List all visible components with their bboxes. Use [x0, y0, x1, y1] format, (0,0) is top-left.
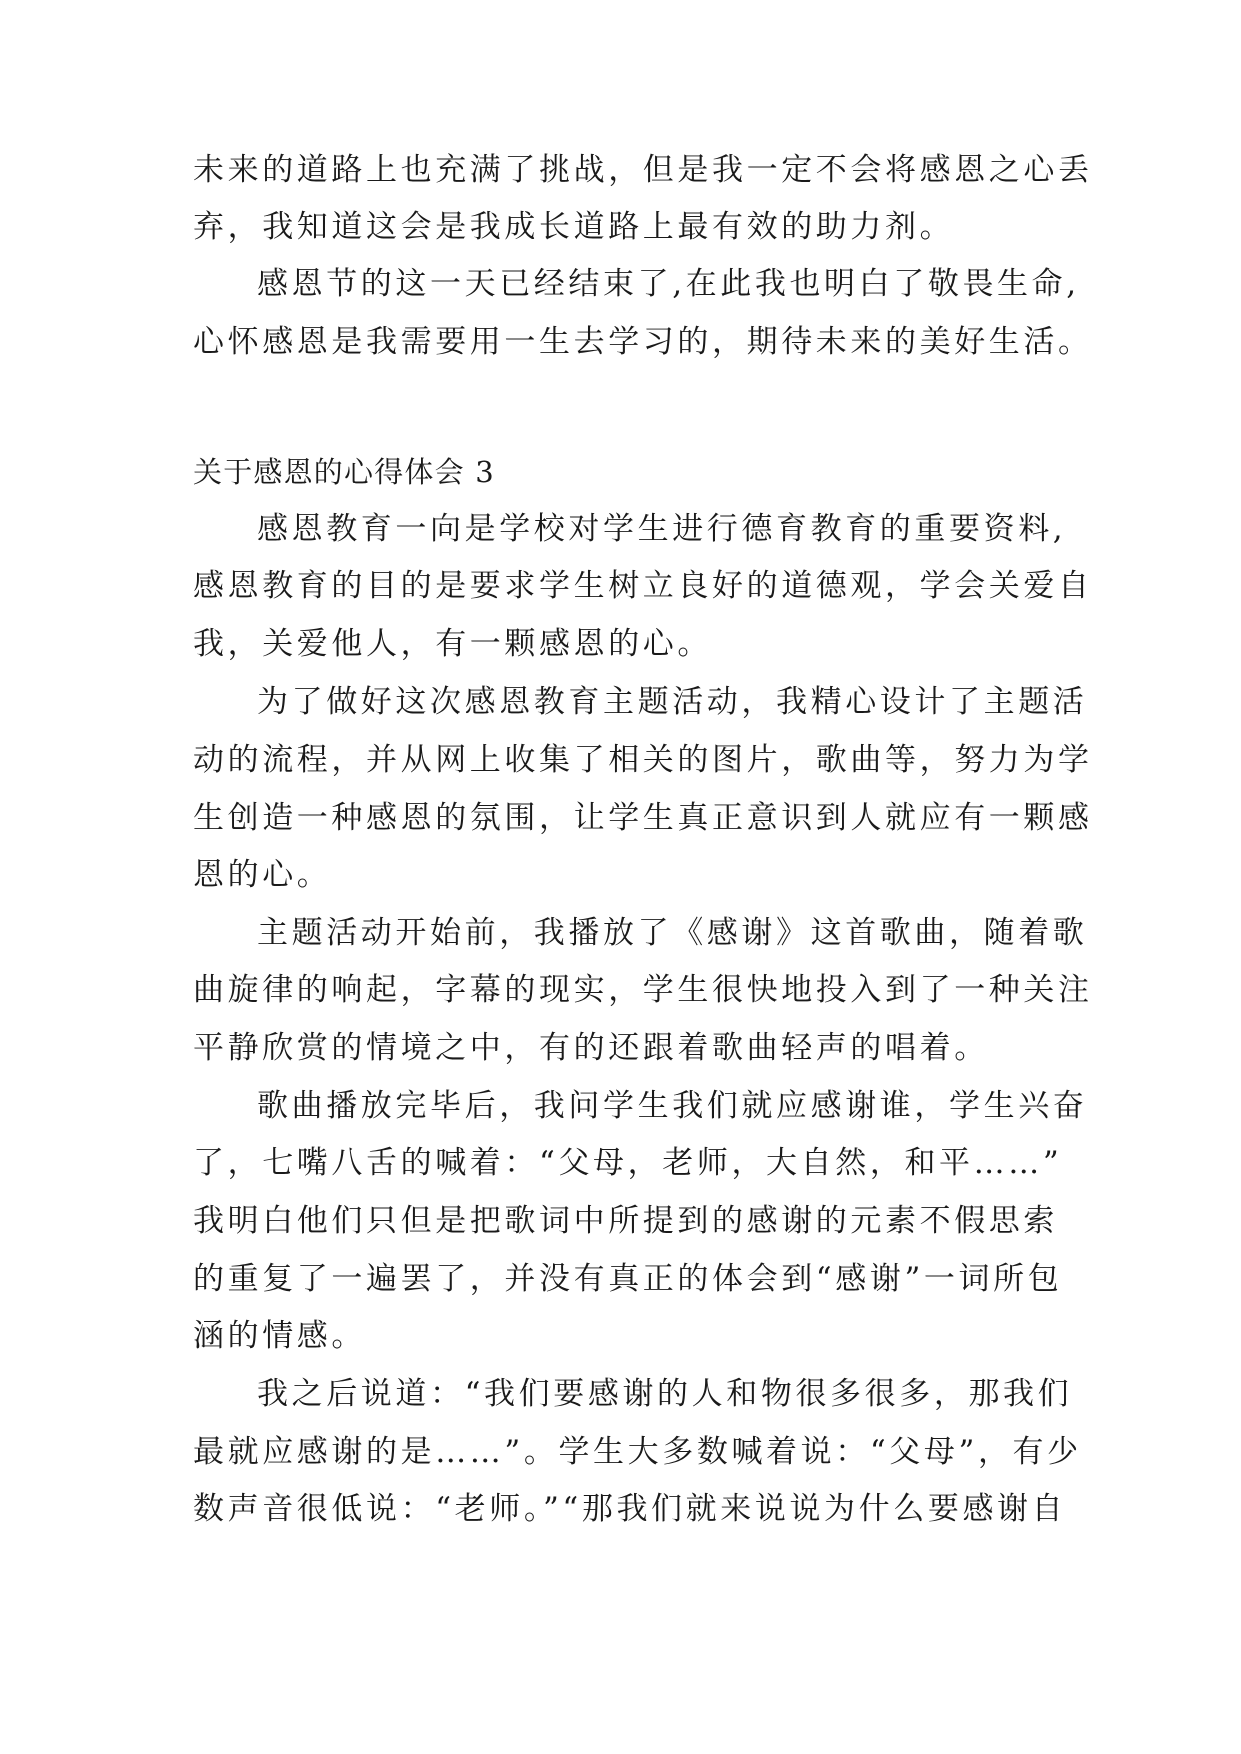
paragraph-line: 感恩教育一向是学校对学生进行德育教育的重要资料, — [257, 511, 1067, 547]
paragraph-line: 的重复了一遍罢了，并没有真正的体会到“感谢”一词所包 — [193, 1261, 1063, 1297]
paragraph-line: 了，七嘴八舌的喊着：“父母，老师，大自然，和平……” — [193, 1145, 1063, 1181]
paragraph-line: 为了做好这次感恩教育主题活动，我精心设计了主题活 — [257, 684, 1088, 720]
paragraph-line: 歌曲播放完毕后，我问学生我们就应感谢谁，学生兴奋 — [257, 1088, 1088, 1124]
paragraph-line: 平静欣赏的情境之中，有的还跟着歌曲轻声的唱着。 — [193, 1030, 989, 1066]
paragraph-line: 主题活动开始前，我播放了《感谢》这首歌曲，随着歌 — [257, 915, 1088, 951]
paragraph-line: 动的流程，并从网上收集了相关的图片，歌曲等，努力为学 — [193, 742, 1093, 778]
paragraph-line: 我，关爱他人，有一颗感恩的心。 — [193, 626, 712, 662]
paragraph-line: 我明白他们只但是把歌词中所提到的感谢的元素不假思索 — [193, 1203, 1058, 1239]
paragraph-line: 恩的心。 — [193, 857, 332, 893]
paragraph-line: 我之后说道：“我们要感谢的人和物很多很多，那我们 — [257, 1376, 1073, 1412]
paragraph-line: 数声音很低说：“老师。”“那我们就来说说为什么要感谢自 — [193, 1491, 1067, 1527]
paragraph-line: 涵的情感。 — [193, 1318, 366, 1354]
paragraph-line: 生创造一种感恩的氛围，让学生真正意识到人就应有一颗感 — [193, 800, 1093, 836]
paragraph-line: 最就应感谢的是……”。学生大多数喊着说：“父母”，有少 — [193, 1434, 1082, 1470]
paragraph-line: 感恩节的这一天已经结束了,在此我也明白了敬畏生命, — [257, 266, 1080, 302]
section-title: 关于感恩的心得体会 3 — [193, 455, 495, 489]
paragraph-line: 感恩教育的目的是要求学生树立良好的道德观，学会关爱自 — [193, 568, 1093, 604]
paragraph-line: 曲旋律的响起，字幕的现实，学生很快地投入到了一种关注 — [193, 972, 1093, 1008]
paragraph-line: 弃，我知道这会是我成长道路上最有效的助力剂。 — [193, 209, 955, 245]
paragraph-line: 未来的道路上也充满了挑战，但是我一定不会将感恩之心丢 — [193, 152, 1093, 188]
paragraph-line: 心怀感恩是我需要用一生去学习的，期待未来的美好生活。 — [193, 324, 1093, 360]
